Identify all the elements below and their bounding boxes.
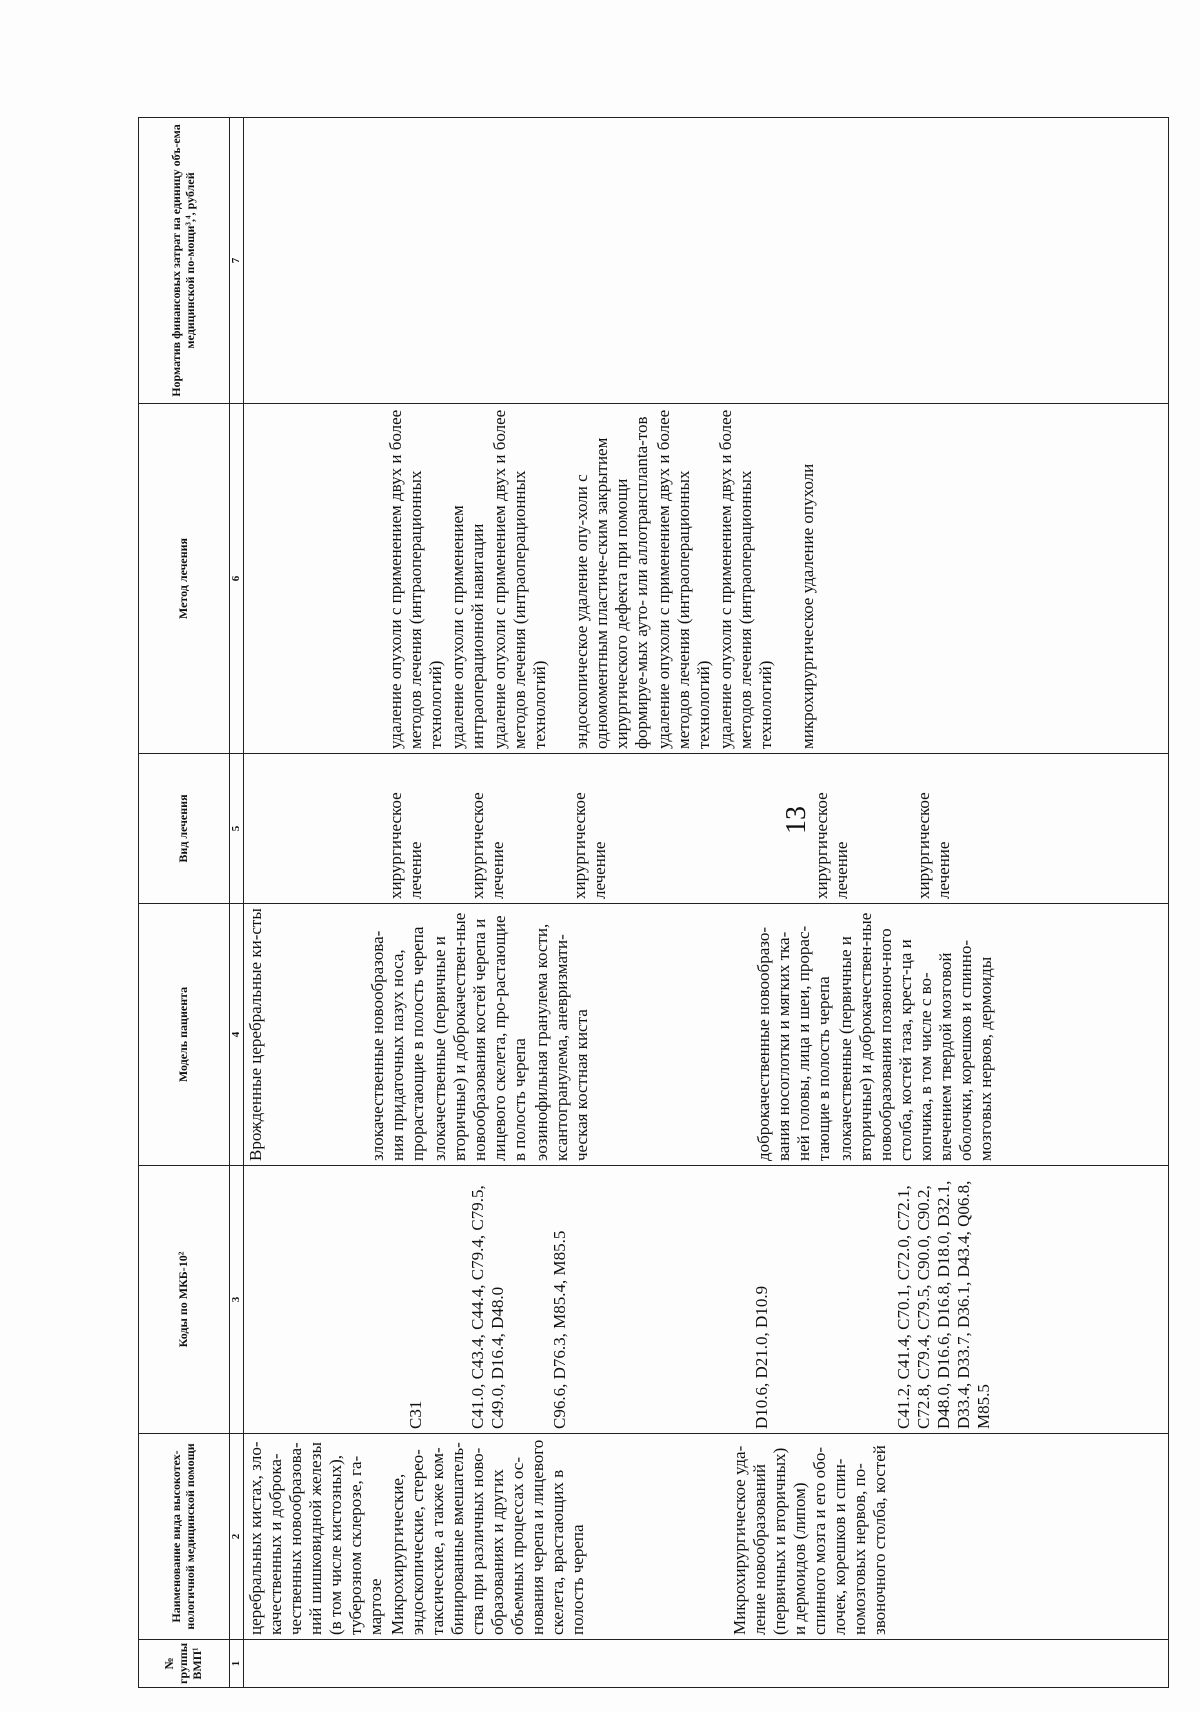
page-number: 13: [781, 806, 812, 834]
header-row: [139, 118, 230, 1688]
treatment-method-cell: [243, 404, 1168, 754]
header-cost-norm: Норматив финансовых затрат на единицу объ-ема медицинской по-мощи³,⁴, рублей: [139, 118, 230, 404]
group-number-cell: [243, 1640, 1168, 1688]
table-row: [243, 118, 1168, 1688]
column-number: 1: [230, 1640, 244, 1688]
header-treatment-method: Метод лечения: [139, 404, 230, 754]
treatment-method-text: микрохирургическое удаление опухоли: [797, 463, 817, 749]
treatment-type-text: хирургическое лечение: [385, 792, 425, 899]
column-number: 6: [230, 404, 244, 754]
vmp-table: [138, 117, 1169, 1688]
icd-codes-text: C41.0, C43.4, C44.4, C79.4, C79.5, C49.0, D16.4, D48.0: [467, 1185, 507, 1429]
patient-model-text: злокачественные (первичные и вторичные) и доброкачествен-ные новообразования позвоноч-ного столба, костей таза, крест-ца и копчика, в том числе с во-влечением твердой мозговой оболочки, корешков и спинно-мозговых нервов, дермоиды: [835, 912, 995, 1161]
treatment-method-text: удаление опухоли с применением двух и более методов лечения (интраоперационных технологий): [653, 409, 713, 749]
icd-codes-cell: [243, 1166, 1168, 1434]
patient-model-text: эозинофильная гранулема кости, ксантогранулема, аневризмати-ческая костная киста: [531, 923, 591, 1161]
treatment-type-cell: [243, 754, 1168, 904]
column-number: 5: [230, 754, 244, 904]
icd-codes-text: C41.2, C41.4, C70.1, C72.0, C72.1, C72.8, C79.4, C79.5, C90.0, C90.2, D48.0, D16.6, D16.8, D18.0, D32.1, D33.4, D33.7, D36.1, D43.4, Q06.8, M85.5: [893, 1180, 993, 1429]
vmp-name-text: Микрохирургические, эндоскопические, стерео-таксические, а также ком-бинированные вмешатель-ства при различных ново-образованиях и других объемных процессах ос-нования черепа и лицевого скелета, врастающих в полость черепа: [387, 1439, 587, 1635]
header-vmp-name: Наименование вида высокотех-нологичной медицинской помощи: [139, 1434, 230, 1640]
patient-model-text: Врожденные церебральные ки-сты: [245, 908, 265, 1161]
vmp-name-text: Микрохирургическое уда-ление новообразований (первичных и вторичных) и дермоидов (липом) спинного мозга и его обо-лочек, корешков и спин-номозговых нервов, по-звоночного столба, костей: [729, 1445, 889, 1635]
column-number: 3: [230, 1166, 244, 1434]
treatment-type-text: хирургическое лечение: [811, 792, 851, 899]
treatment-method-text: удаление опухоли с применением двух и более методов лечения (интраоперационных технологий): [385, 409, 445, 749]
treatment-method-text: эндоскопическое удаление опу-холи с одномоментным пластиче-ским закрытием хирургического дефекта при помощи формируе-мых ауто- или аллотрансплanta-тов: [571, 416, 651, 749]
treatment-type-text: хирургическое лечение: [569, 792, 609, 899]
icd-codes-text: C96.6, D76.3, M85.4, M85.5: [549, 1230, 569, 1429]
treatment-method-text: удаление опухоли с применением двух и более методов лечения (интраоперационных технологий): [489, 409, 549, 749]
column-number-row: [230, 118, 244, 1688]
vmp-name-cell: [243, 1434, 1168, 1640]
patient-model-text: злокачественные (первичные и вторичные) и доброкачествен-ные новообразования костей черепа и лицевого скелета, про-растающие в полость черепа: [429, 912, 529, 1161]
header-treatment-type: Вид лечения: [139, 754, 230, 904]
patient-model-cell: [243, 904, 1168, 1166]
rotated-table-container: [138, 118, 1190, 1688]
icd-codes-text: D10.6, D21.0, D10.9: [751, 1285, 771, 1429]
patient-model-text: злокачественные новообразова-ния придаточных пазух носа, прорастающие в полость черепа: [367, 926, 427, 1161]
patient-model-text: доброкачественные новообразо-вания носоглотки и мягких тка-ней головы, лица и шеи, прорас-тающие в полость черепа: [753, 925, 833, 1161]
column-number: 7: [230, 118, 244, 404]
column-number: 4: [230, 904, 244, 1166]
header-patient-model: Модель пациента: [139, 904, 230, 1166]
treatment-type-text: хирургическое лечение: [467, 792, 507, 899]
treatment-method-text: удаление опухоли с применением двух и более методов лечения (интраоперационных технологий): [715, 409, 775, 749]
cost-norm-cell: [243, 118, 1168, 404]
icd-codes-text: C31: [405, 1400, 425, 1429]
treatment-method-text: удаление опухоли с применением интраоперационной навигации: [447, 505, 487, 749]
vmp-name-text: церебральных кистах, зло-качественных и доброка-чественных новообразова-ний шишковидной железы (в том числе кистозных), туберозном склерозе, га-мартозе: [245, 1441, 385, 1635]
treatment-type-text: хирургическое лечение: [913, 792, 953, 899]
column-number: 2: [230, 1434, 244, 1640]
header-icd-codes: Коды по МКБ-10²: [139, 1166, 230, 1434]
header-group-number: № группы ВМП¹: [139, 1640, 230, 1688]
